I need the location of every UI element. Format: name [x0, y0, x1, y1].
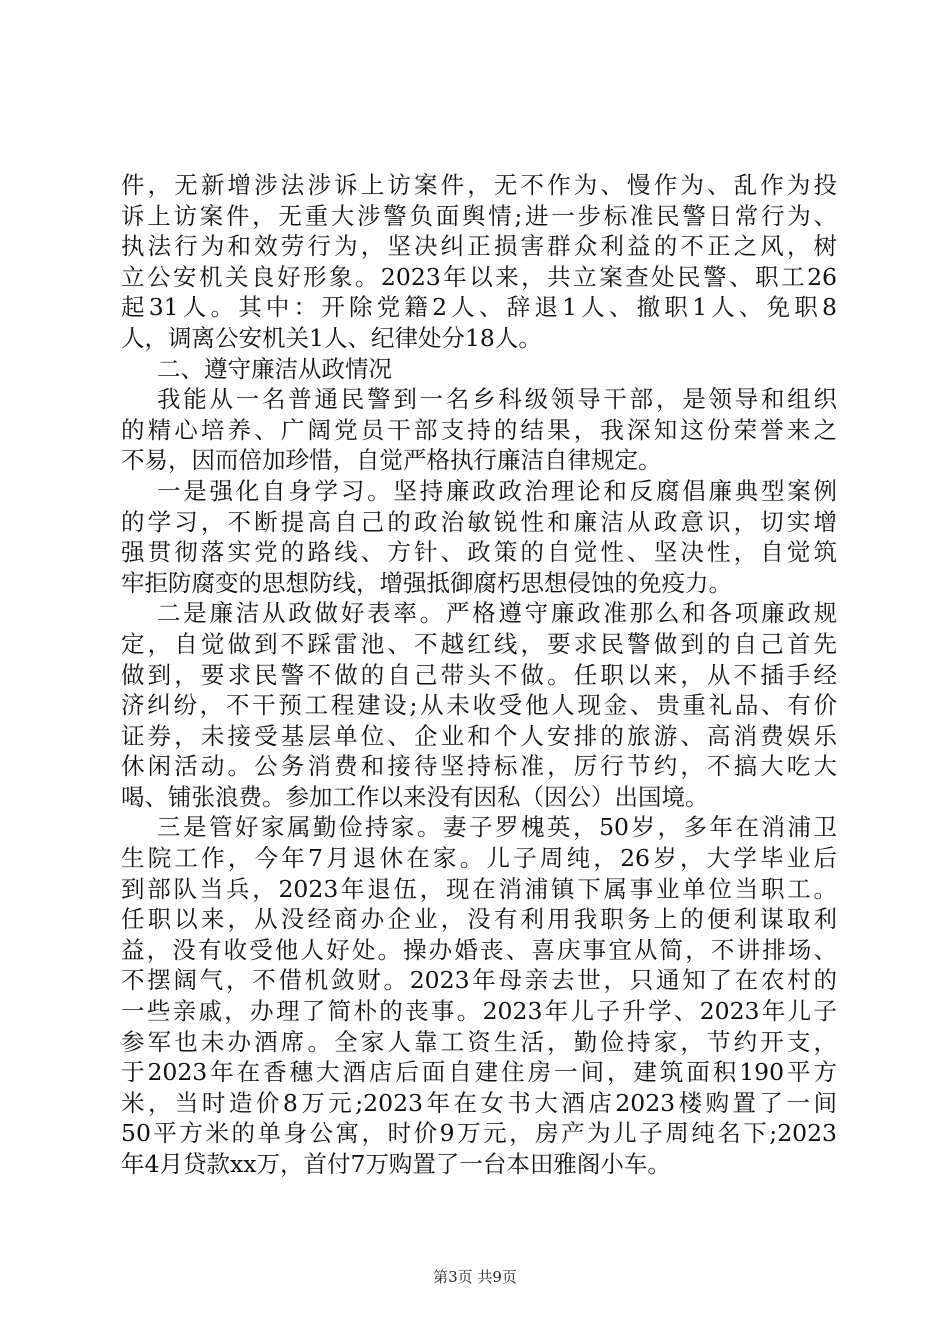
- paragraph: [121, 170, 837, 354]
- text-line: 人，调离公安机关1人、纪律处分18人。: [121, 323, 542, 352]
- document-body: [121, 170, 837, 1180]
- text-line: 我能从一名普通民警到一名乡科级领导干部，是领导和组织: [157, 385, 837, 414]
- text-line: 不摆阔气，不借机敛财。2023年母亲去世，只通知了在农村的: [121, 966, 837, 995]
- text-line: 一些亲戚，办理了简朴的丧事。2023年儿子升学、2023年儿子: [121, 997, 837, 1026]
- paragraph: [121, 476, 837, 598]
- text-line: 件，无新增涉法涉诉上访案件，无不作为、慢作为、乱作为投: [121, 171, 837, 199]
- text-line: 的学习，不断提高自己的政治敏锐性和廉洁从政意识，切实增: [121, 507, 837, 536]
- paragraph: [121, 812, 837, 1179]
- text-line: 的精心培养、广阔党员干部支持的结果，我深知这份荣誉来之: [121, 415, 837, 444]
- text-line: 休闲活动。公务消费和接待坚持标准，厉行节约，不搞大吃大: [121, 752, 837, 781]
- text-line: 起31人。其中：开除党籍2人、辞退1人、撤职1人、免职8: [121, 293, 837, 322]
- text-line: 二、遵守廉洁从政情况: [157, 354, 392, 383]
- text-line: 生院工作，今年7月退休在家。儿子周纯，26岁，大学毕业后: [121, 844, 837, 873]
- paragraph: [121, 384, 837, 476]
- text-line: 做到，要求民警不做的自己带头不做。任职以来，从不插手经: [121, 660, 837, 689]
- text-line: 喝、铺张浪费。参加工作以来没有因私（因公）出国境。: [121, 782, 709, 811]
- text-line: 年4月贷款xx万，首付7万购置了一台本田雅阁小车。: [121, 1150, 671, 1178]
- text-line: 定，自觉做到不踩雷池、不越红线，要求民警做到的自己首先: [121, 629, 837, 658]
- text-line: 不易，因而倍加珍惜，自觉严格执行廉洁自律规定。: [121, 446, 662, 475]
- text-line: 证券，未接受基层单位、企业和个人安排的旅游、高消费娱乐: [121, 721, 837, 750]
- text-line: 立公安机关良好形象。2023年以来，共立案查处民警、职工26: [121, 262, 837, 291]
- text-line: 益，没有收受他人好处。操办婚丧、喜庆事宜从简，不讲排场、: [121, 935, 837, 964]
- text-line: 诉上访案件，无重大涉警负面舆情;进一步标准民警日常行为、: [121, 201, 837, 230]
- text-line: 50平方米的单身公寓，时价9万元，房产为儿子周纯名下;2023: [121, 1119, 837, 1148]
- text-line: 于2023年在香穗大酒店后面自建住房一间，建筑面积190平方: [121, 1058, 837, 1087]
- text-line: 任职以来，从没经商办企业，没有利用我职务上的便利谋取利: [121, 905, 837, 934]
- paragraph: [121, 598, 837, 812]
- text-line: 米，当时造价8万元;2023年在女书大酒店2023楼购置了一间: [121, 1088, 837, 1117]
- text-line: 参军也未办酒席。全家人靠工资生活，勤俭持家，节约开支，: [121, 1027, 837, 1056]
- section-heading: [121, 354, 837, 385]
- text-line: 二是廉洁从政做好表率。严格遵守廉政准那么和各项廉政规: [157, 599, 837, 628]
- text-line: 济纠纷，不干预工程建设;从未收受他人现金、贵重礼品、有价: [121, 691, 837, 720]
- page-footer: 第3页 共9页: [433, 1268, 517, 1286]
- text-line: 到部队当兵，2023年退伍，现在消浦镇下属事业单位当职工。: [121, 874, 837, 903]
- text-line: 牢拒防腐变的思想防线，增强抵御腐朽思想侵蚀的免疫力。: [121, 568, 732, 597]
- text-line: 执法行为和效劳行为，坚决纠正损害群众利益的不正之风，树: [121, 232, 837, 261]
- text-line: 一是强化自身学习。坚持廉政政治理论和反腐倡廉典型案例: [157, 476, 837, 505]
- text-line: 三是管好家属勤俭持家。妻子罗槐英，50岁，多年在消浦卫: [157, 813, 837, 842]
- text-line: 强贯彻落实党的路线、方针、政策的自觉性、坚决性，自觉筑: [121, 538, 837, 567]
